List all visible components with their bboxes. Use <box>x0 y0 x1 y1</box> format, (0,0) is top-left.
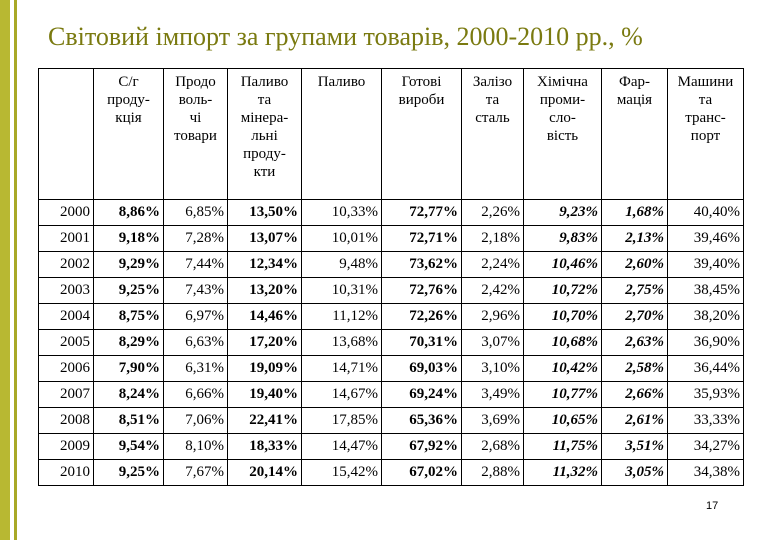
value-cell-agricultural-products: 8,75% <box>94 304 164 330</box>
value-cell-fuel-and-minerals: 17,20% <box>228 330 302 356</box>
value-cell-fuel: 9,48% <box>302 252 382 278</box>
year-cell: 2005 <box>39 330 94 356</box>
table-row <box>39 278 744 304</box>
year-cell: 2006 <box>39 356 94 382</box>
value-cell-food-products: 6,66% <box>164 382 228 408</box>
value-cell-fuel: 14,67% <box>302 382 382 408</box>
value-cell-iron-and-steel: 2,88% <box>462 460 524 486</box>
value-cell-pharmaceuticals: 2,66% <box>602 382 668 408</box>
year-cell: 2004 <box>39 304 94 330</box>
value-cell-iron-and-steel: 3,07% <box>462 330 524 356</box>
value-cell-machinery-and-transport: 33,33% <box>668 408 744 434</box>
decorative-left-bar <box>0 0 10 540</box>
value-cell-food-products: 7,43% <box>164 278 228 304</box>
value-cell-fuel: 10,31% <box>302 278 382 304</box>
import-table <box>38 68 744 486</box>
table-row <box>39 356 744 382</box>
value-cell-pharmaceuticals: 2,58% <box>602 356 668 382</box>
value-cell-manufactured-goods: 72,76% <box>382 278 462 304</box>
table-row <box>39 434 744 460</box>
table-row <box>39 382 744 408</box>
value-cell-agricultural-products: 9,29% <box>94 252 164 278</box>
year-cell: 2003 <box>39 278 94 304</box>
value-cell-agricultural-products: 8,29% <box>94 330 164 356</box>
value-cell-food-products: 6,31% <box>164 356 228 382</box>
value-cell-machinery-and-transport: 34,38% <box>668 460 744 486</box>
value-cell-chemicals: 10,72% <box>524 278 602 304</box>
value-cell-fuel-and-minerals: 22,41% <box>228 408 302 434</box>
value-cell-food-products: 6,97% <box>164 304 228 330</box>
value-cell-pharmaceuticals: 2,60% <box>602 252 668 278</box>
column-header-chemicals: Хімічна проми- сло- вість <box>524 69 602 200</box>
value-cell-iron-and-steel: 2,96% <box>462 304 524 330</box>
decorative-left-stripe <box>14 0 17 540</box>
value-cell-fuel-and-minerals: 18,33% <box>228 434 302 460</box>
value-cell-chemicals: 11,75% <box>524 434 602 460</box>
column-header-pharmaceuticals: Фар- мація <box>602 69 668 200</box>
value-cell-fuel: 14,47% <box>302 434 382 460</box>
table-row <box>39 304 744 330</box>
value-cell-machinery-and-transport: 38,20% <box>668 304 744 330</box>
value-cell-machinery-and-transport: 34,27% <box>668 434 744 460</box>
value-cell-agricultural-products: 9,25% <box>94 460 164 486</box>
value-cell-fuel-and-minerals: 13,50% <box>228 200 302 226</box>
value-cell-machinery-and-transport: 39,46% <box>668 226 744 252</box>
value-cell-fuel-and-minerals: 19,40% <box>228 382 302 408</box>
value-cell-pharmaceuticals: 2,13% <box>602 226 668 252</box>
value-cell-pharmaceuticals: 2,75% <box>602 278 668 304</box>
value-cell-food-products: 8,10% <box>164 434 228 460</box>
table-row <box>39 226 744 252</box>
value-cell-pharmaceuticals: 1,68% <box>602 200 668 226</box>
value-cell-agricultural-products: 9,25% <box>94 278 164 304</box>
value-cell-fuel: 13,68% <box>302 330 382 356</box>
table-header-row <box>39 69 744 200</box>
value-cell-manufactured-goods: 70,31% <box>382 330 462 356</box>
value-cell-fuel: 15,42% <box>302 460 382 486</box>
value-cell-chemicals: 9,23% <box>524 200 602 226</box>
value-cell-iron-and-steel: 2,42% <box>462 278 524 304</box>
table-body <box>39 200 744 486</box>
value-cell-manufactured-goods: 65,36% <box>382 408 462 434</box>
value-cell-machinery-and-transport: 35,93% <box>668 382 744 408</box>
value-cell-food-products: 7,67% <box>164 460 228 486</box>
value-cell-agricultural-products: 8,51% <box>94 408 164 434</box>
column-header-iron-and-steel: Залізо та сталь <box>462 69 524 200</box>
value-cell-machinery-and-transport: 38,45% <box>668 278 744 304</box>
table-row <box>39 330 744 356</box>
value-cell-iron-and-steel: 2,24% <box>462 252 524 278</box>
value-cell-food-products: 7,06% <box>164 408 228 434</box>
page-number: 17 <box>706 500 719 512</box>
value-cell-pharmaceuticals: 2,70% <box>602 304 668 330</box>
value-cell-fuel: 11,12% <box>302 304 382 330</box>
value-cell-manufactured-goods: 72,71% <box>382 226 462 252</box>
value-cell-iron-and-steel: 2,68% <box>462 434 524 460</box>
value-cell-manufactured-goods: 67,02% <box>382 460 462 486</box>
value-cell-food-products: 7,28% <box>164 226 228 252</box>
value-cell-chemicals: 10,70% <box>524 304 602 330</box>
column-header-fuel: Паливо <box>302 69 382 200</box>
value-cell-iron-and-steel: 3,49% <box>462 382 524 408</box>
value-cell-chemicals: 10,77% <box>524 382 602 408</box>
value-cell-food-products: 7,44% <box>164 252 228 278</box>
value-cell-fuel-and-minerals: 20,14% <box>228 460 302 486</box>
year-cell: 2002 <box>39 252 94 278</box>
value-cell-machinery-and-transport: 40,40% <box>668 200 744 226</box>
slide-title: Світовий імпорт за групами товарів, 2000-2010 рр., % <box>48 22 643 51</box>
value-cell-agricultural-products: 7,90% <box>94 356 164 382</box>
table-row <box>39 200 744 226</box>
column-header-food-products: Продо воль- чі товари <box>164 69 228 200</box>
year-cell: 2010 <box>39 460 94 486</box>
value-cell-chemicals: 11,32% <box>524 460 602 486</box>
value-cell-manufactured-goods: 69,24% <box>382 382 462 408</box>
table-row <box>39 408 744 434</box>
value-cell-manufactured-goods: 72,26% <box>382 304 462 330</box>
year-cell: 2001 <box>39 226 94 252</box>
column-header-machinery-and-transport: Машини та транс- порт <box>668 69 744 200</box>
year-cell: 2007 <box>39 382 94 408</box>
value-cell-agricultural-products: 9,54% <box>94 434 164 460</box>
value-cell-iron-and-steel: 2,18% <box>462 226 524 252</box>
year-cell: 2009 <box>39 434 94 460</box>
year-cell: 2008 <box>39 408 94 434</box>
value-cell-fuel-and-minerals: 14,46% <box>228 304 302 330</box>
value-cell-agricultural-products: 9,18% <box>94 226 164 252</box>
value-cell-machinery-and-transport: 36,90% <box>668 330 744 356</box>
value-cell-iron-and-steel: 3,69% <box>462 408 524 434</box>
value-cell-manufactured-goods: 67,92% <box>382 434 462 460</box>
value-cell-agricultural-products: 8,24% <box>94 382 164 408</box>
table-row <box>39 460 744 486</box>
value-cell-fuel: 17,85% <box>302 408 382 434</box>
column-header-manufactured-goods: Готові вироби <box>382 69 462 200</box>
table-row <box>39 252 744 278</box>
value-cell-fuel: 14,71% <box>302 356 382 382</box>
value-cell-manufactured-goods: 72,77% <box>382 200 462 226</box>
column-header-fuel-and-minerals: Паливо та мінера- льні проду- кти <box>228 69 302 200</box>
column-header-year <box>39 69 94 200</box>
value-cell-fuel-and-minerals: 13,20% <box>228 278 302 304</box>
value-cell-pharmaceuticals: 2,63% <box>602 330 668 356</box>
value-cell-machinery-and-transport: 39,40% <box>668 252 744 278</box>
value-cell-iron-and-steel: 3,10% <box>462 356 524 382</box>
value-cell-chemicals: 10,42% <box>524 356 602 382</box>
value-cell-food-products: 6,63% <box>164 330 228 356</box>
value-cell-food-products: 6,85% <box>164 200 228 226</box>
value-cell-chemicals: 10,65% <box>524 408 602 434</box>
year-cell: 2000 <box>39 200 94 226</box>
value-cell-fuel-and-minerals: 12,34% <box>228 252 302 278</box>
value-cell-pharmaceuticals: 3,05% <box>602 460 668 486</box>
value-cell-chemicals: 10,46% <box>524 252 602 278</box>
value-cell-fuel: 10,01% <box>302 226 382 252</box>
value-cell-pharmaceuticals: 3,51% <box>602 434 668 460</box>
value-cell-iron-and-steel: 2,26% <box>462 200 524 226</box>
value-cell-chemicals: 10,68% <box>524 330 602 356</box>
value-cell-fuel-and-minerals: 19,09% <box>228 356 302 382</box>
column-header-agricultural-products: С/г проду- кція <box>94 69 164 200</box>
value-cell-manufactured-goods: 69,03% <box>382 356 462 382</box>
value-cell-pharmaceuticals: 2,61% <box>602 408 668 434</box>
value-cell-manufactured-goods: 73,62% <box>382 252 462 278</box>
value-cell-fuel: 10,33% <box>302 200 382 226</box>
value-cell-agricultural-products: 8,86% <box>94 200 164 226</box>
value-cell-chemicals: 9,83% <box>524 226 602 252</box>
value-cell-machinery-and-transport: 36,44% <box>668 356 744 382</box>
value-cell-fuel-and-minerals: 13,07% <box>228 226 302 252</box>
